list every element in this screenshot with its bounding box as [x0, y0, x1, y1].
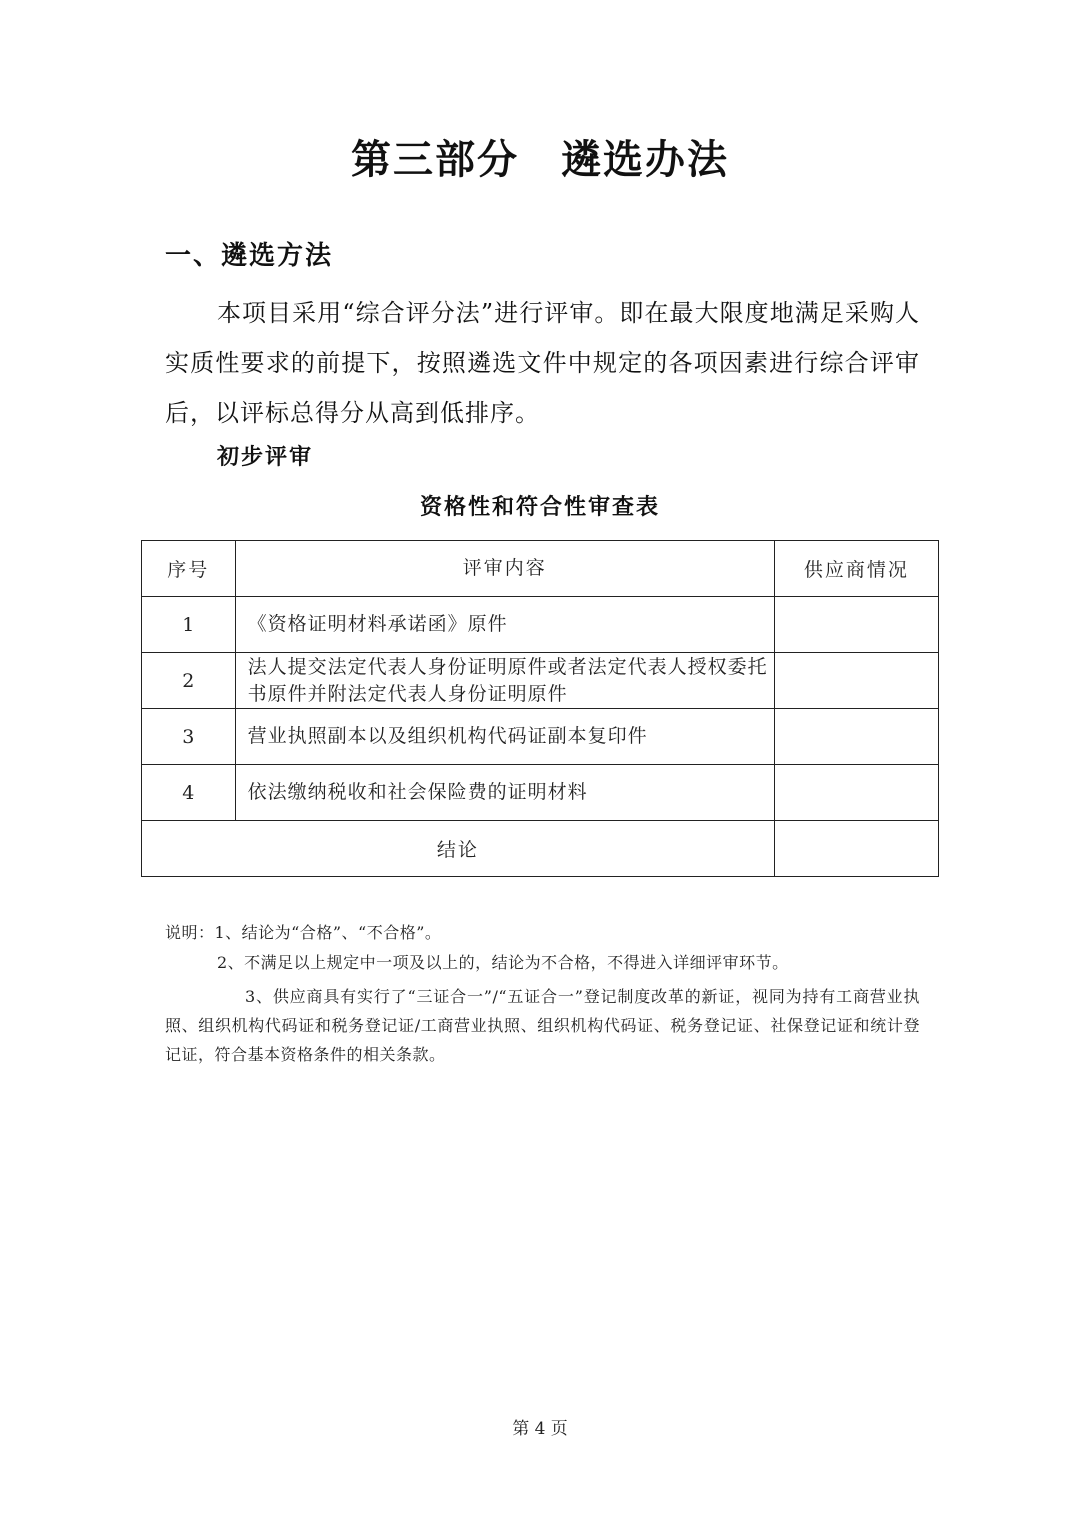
conclusion-value	[774, 821, 938, 877]
row-status	[774, 709, 938, 765]
notes	[165, 918, 920, 1069]
sub-heading: 初步评审	[217, 445, 314, 470]
intro-paragraph: 本项目采用“综合评分法”进行评审。即在最大限度地满足采购人实质性要求的前提下，按照遴选文件中规定的各项因素进行综合评审后，以评标总得分从高到低排序。	[165, 299, 920, 427]
table-row	[142, 765, 939, 821]
row-content: 法人提交法定代表人身份证明原件或者法定代表人授权委托书原件并附法定代表人身份证明原件	[235, 653, 774, 709]
row-no: 4	[142, 765, 236, 821]
table-row	[142, 709, 939, 765]
row-status	[774, 597, 938, 653]
row-content: 《资格证明材料承诺函》原件	[235, 597, 774, 653]
header-no: 序号	[142, 541, 236, 597]
conclusion-row	[142, 821, 939, 877]
review-table	[141, 540, 939, 877]
note-3: 3、供应商具有实行了“三证合一”/“五证合一”登记制度改革的新证，视同为持有工商营业执照、组织机构代码证和税务登记证/工商营业执照、组织机构代码证、税务登记证、社保登记证和统计登记证，符合基本资格条件的相关条款。	[165, 987, 920, 1064]
table-title: 资格性和符合性审查表	[419, 495, 660, 520]
page-title: 第三部分 遴选办法	[351, 137, 729, 183]
page-number: 第 4 页	[512, 1419, 568, 1439]
table-row	[142, 597, 939, 653]
row-status	[774, 765, 938, 821]
header-status: 供应商情况	[774, 541, 938, 597]
row-content: 依法缴纳税收和社会保险费的证明材料	[235, 765, 774, 821]
row-no: 1	[142, 597, 236, 653]
note-1: 说明：1、结论为“合格”、“不合格”。	[165, 923, 442, 942]
table-row	[142, 653, 939, 709]
header-content: 评审内容	[235, 541, 774, 597]
row-status	[774, 653, 938, 709]
row-no: 2	[142, 653, 236, 709]
note-2: 2、不满足以上规定中一项及以上的，结论为不合格，不得进入详细评审环节。	[217, 953, 789, 972]
section-heading: 一、遴选方法	[165, 241, 334, 271]
table-header-row	[142, 541, 939, 597]
row-no: 3	[142, 709, 236, 765]
row-content: 营业执照副本以及组织机构代码证副本复印件	[235, 709, 774, 765]
conclusion-label: 结论	[142, 821, 775, 877]
